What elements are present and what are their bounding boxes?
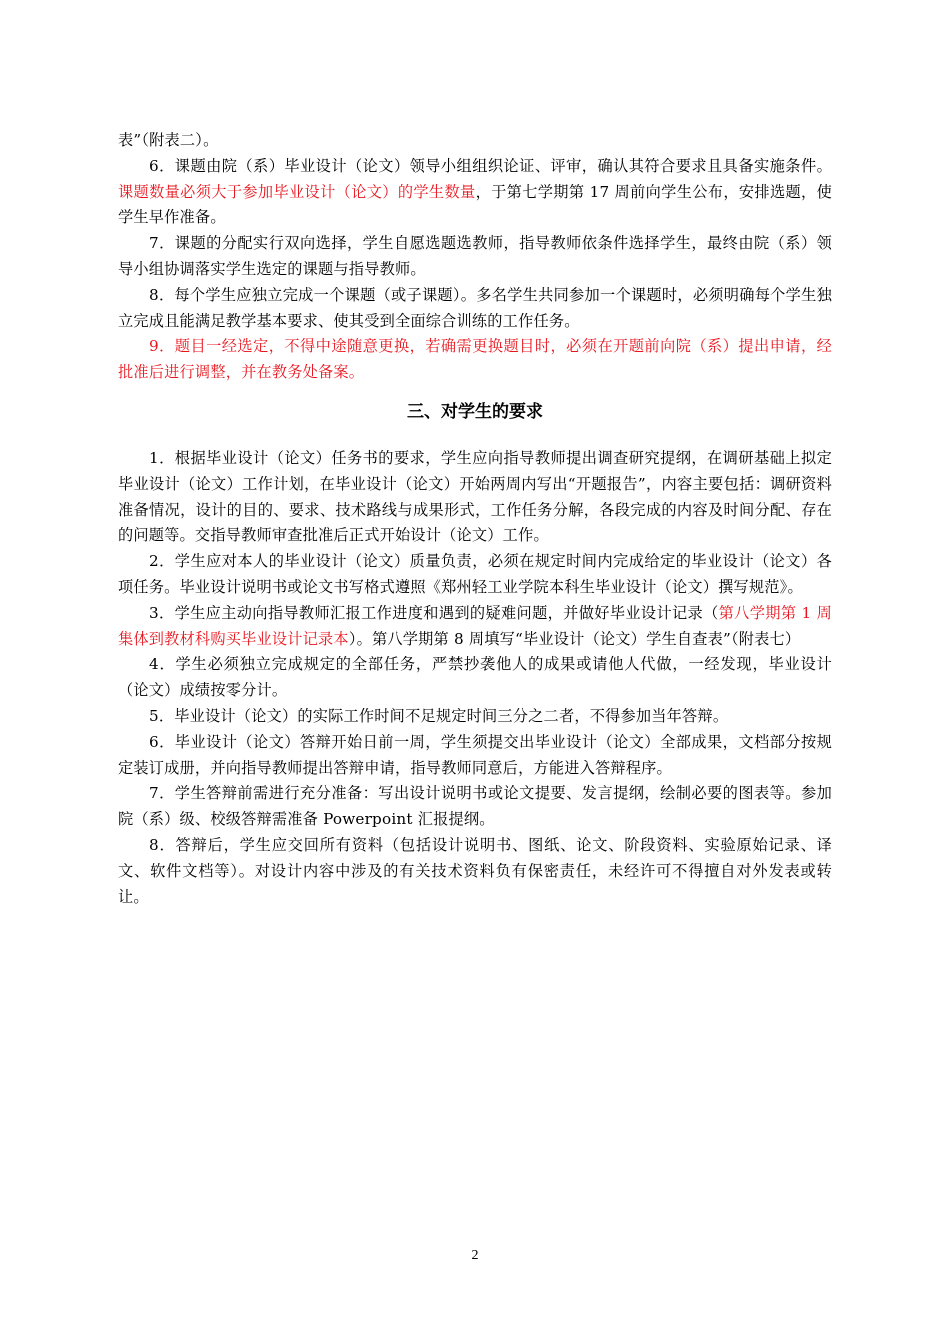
requirement-1: 1．根据毕业设计（论文）任务书的要求，学生应向指导教师提出调查研究提纲，在调研基础上拟定毕业设计（论文）工作计划，在毕业设计（论文）开始两周内写出“开题报告”，内容主要包括：调研资料准备情况，设计的目的、要求、技术路线与成果形式，工作任务分解，各段完成的内容及时间分配、存在的问题等。交指导教师审查批准后正式开始设计（论文）工作。 xyxy=(118,448,832,545)
requirement-5: 5．毕业设计（论文）的实际工作时间不足规定时间三分之二者，不得参加当年答辩。 xyxy=(149,706,729,725)
text: 3．学生应主动向指导教师汇报工作进度和遇到的疑难问题，并做好毕业设计记录（ xyxy=(149,603,719,622)
requirement-3 xyxy=(118,601,832,653)
requirement-4: 4．学生必须独立完成规定的全部任务，严禁抄袭他人的成果或请他人代做，一经发现，毕业设计（论文）成绩按零分计。 xyxy=(118,655,832,700)
text: 6．课题由院（系）毕业设计（论文）领导小组组织论证、评审，确认其符合要求且具备实施条件。 xyxy=(149,156,832,175)
requirement-7: 7．学生答辩前需进行充分准备：写出设计说明书或论文提要、发言提纲，绘制必要的图表等。参加院（系）级、校级答辩需准备 Powerpoint 汇报提纲。 xyxy=(118,784,832,829)
highlight-text: 课题数量必须大于参加毕业设计（论文）的学生数量 xyxy=(118,182,476,201)
paragraph-item-8: 8．每个学生应独立完成一个课题（或子课题）。多名学生共同参加一个课题时，必须明确每个学生独立完成且能满足教学基本要求、使其受到全面综合训练的工作任务。 xyxy=(118,285,832,330)
requirement-8: 8．答辩后，学生应交回所有资料（包括设计说明书、图纸、论文、阶段资料、实验原始记录、译文、软件文档等）。对设计内容中涉及的有关技术资料负有保密责任，未经许可不得擅自对外发表或转让。 xyxy=(118,835,832,906)
page-number: 2 xyxy=(471,1248,479,1263)
paragraph-item-9: 9．题目一经选定，不得中途随意更换，若确需更换题目时，必须在开题前向院（系）提出申请，经批准后进行调整，并在教务处备案。 xyxy=(118,337,832,382)
paragraph-continued: 表”（附表二）。 xyxy=(118,131,219,149)
requirement-2: 2．学生应对本人的毕业设计（论文）质量负责，必须在规定时间内完成给定的毕业设计（论文）各项任务。毕业设计说明书或论文书写格式遵照《郑州轻工业学院本科生毕业设计（论文）撰写规范》。 xyxy=(118,552,832,596)
text: ，于第七学期第 17 周前向学生公布，安排选题，使学生早作准备。 xyxy=(118,182,832,227)
paragraph-item-6 xyxy=(118,154,832,231)
document-body xyxy=(118,128,832,910)
requirement-6: 6．毕业设计（论文）答辩开始日前一周，学生须提交出毕业设计（论文）全部成果，文档部分按规定装订成册，并向指导教师提出答辩申请，指导教师同意后，方能进入答辩程序。 xyxy=(118,732,832,777)
paragraph-item-7: 7．课题的分配实行双向选择，学生自愿选题选教师，指导教师依条件选择学生，最终由院（系）领导小组协调落实学生选定的课题与指导教师。 xyxy=(118,234,832,278)
section-heading: 三、对学生的要求 xyxy=(407,401,543,422)
highlight-text: 第八学期第 1 周集体到教材科购买毕业设计记录本 xyxy=(118,603,832,648)
text: ）。第八学期第 8 周填写“毕业设计（论文）学生自查表”（附表七） xyxy=(348,629,801,648)
